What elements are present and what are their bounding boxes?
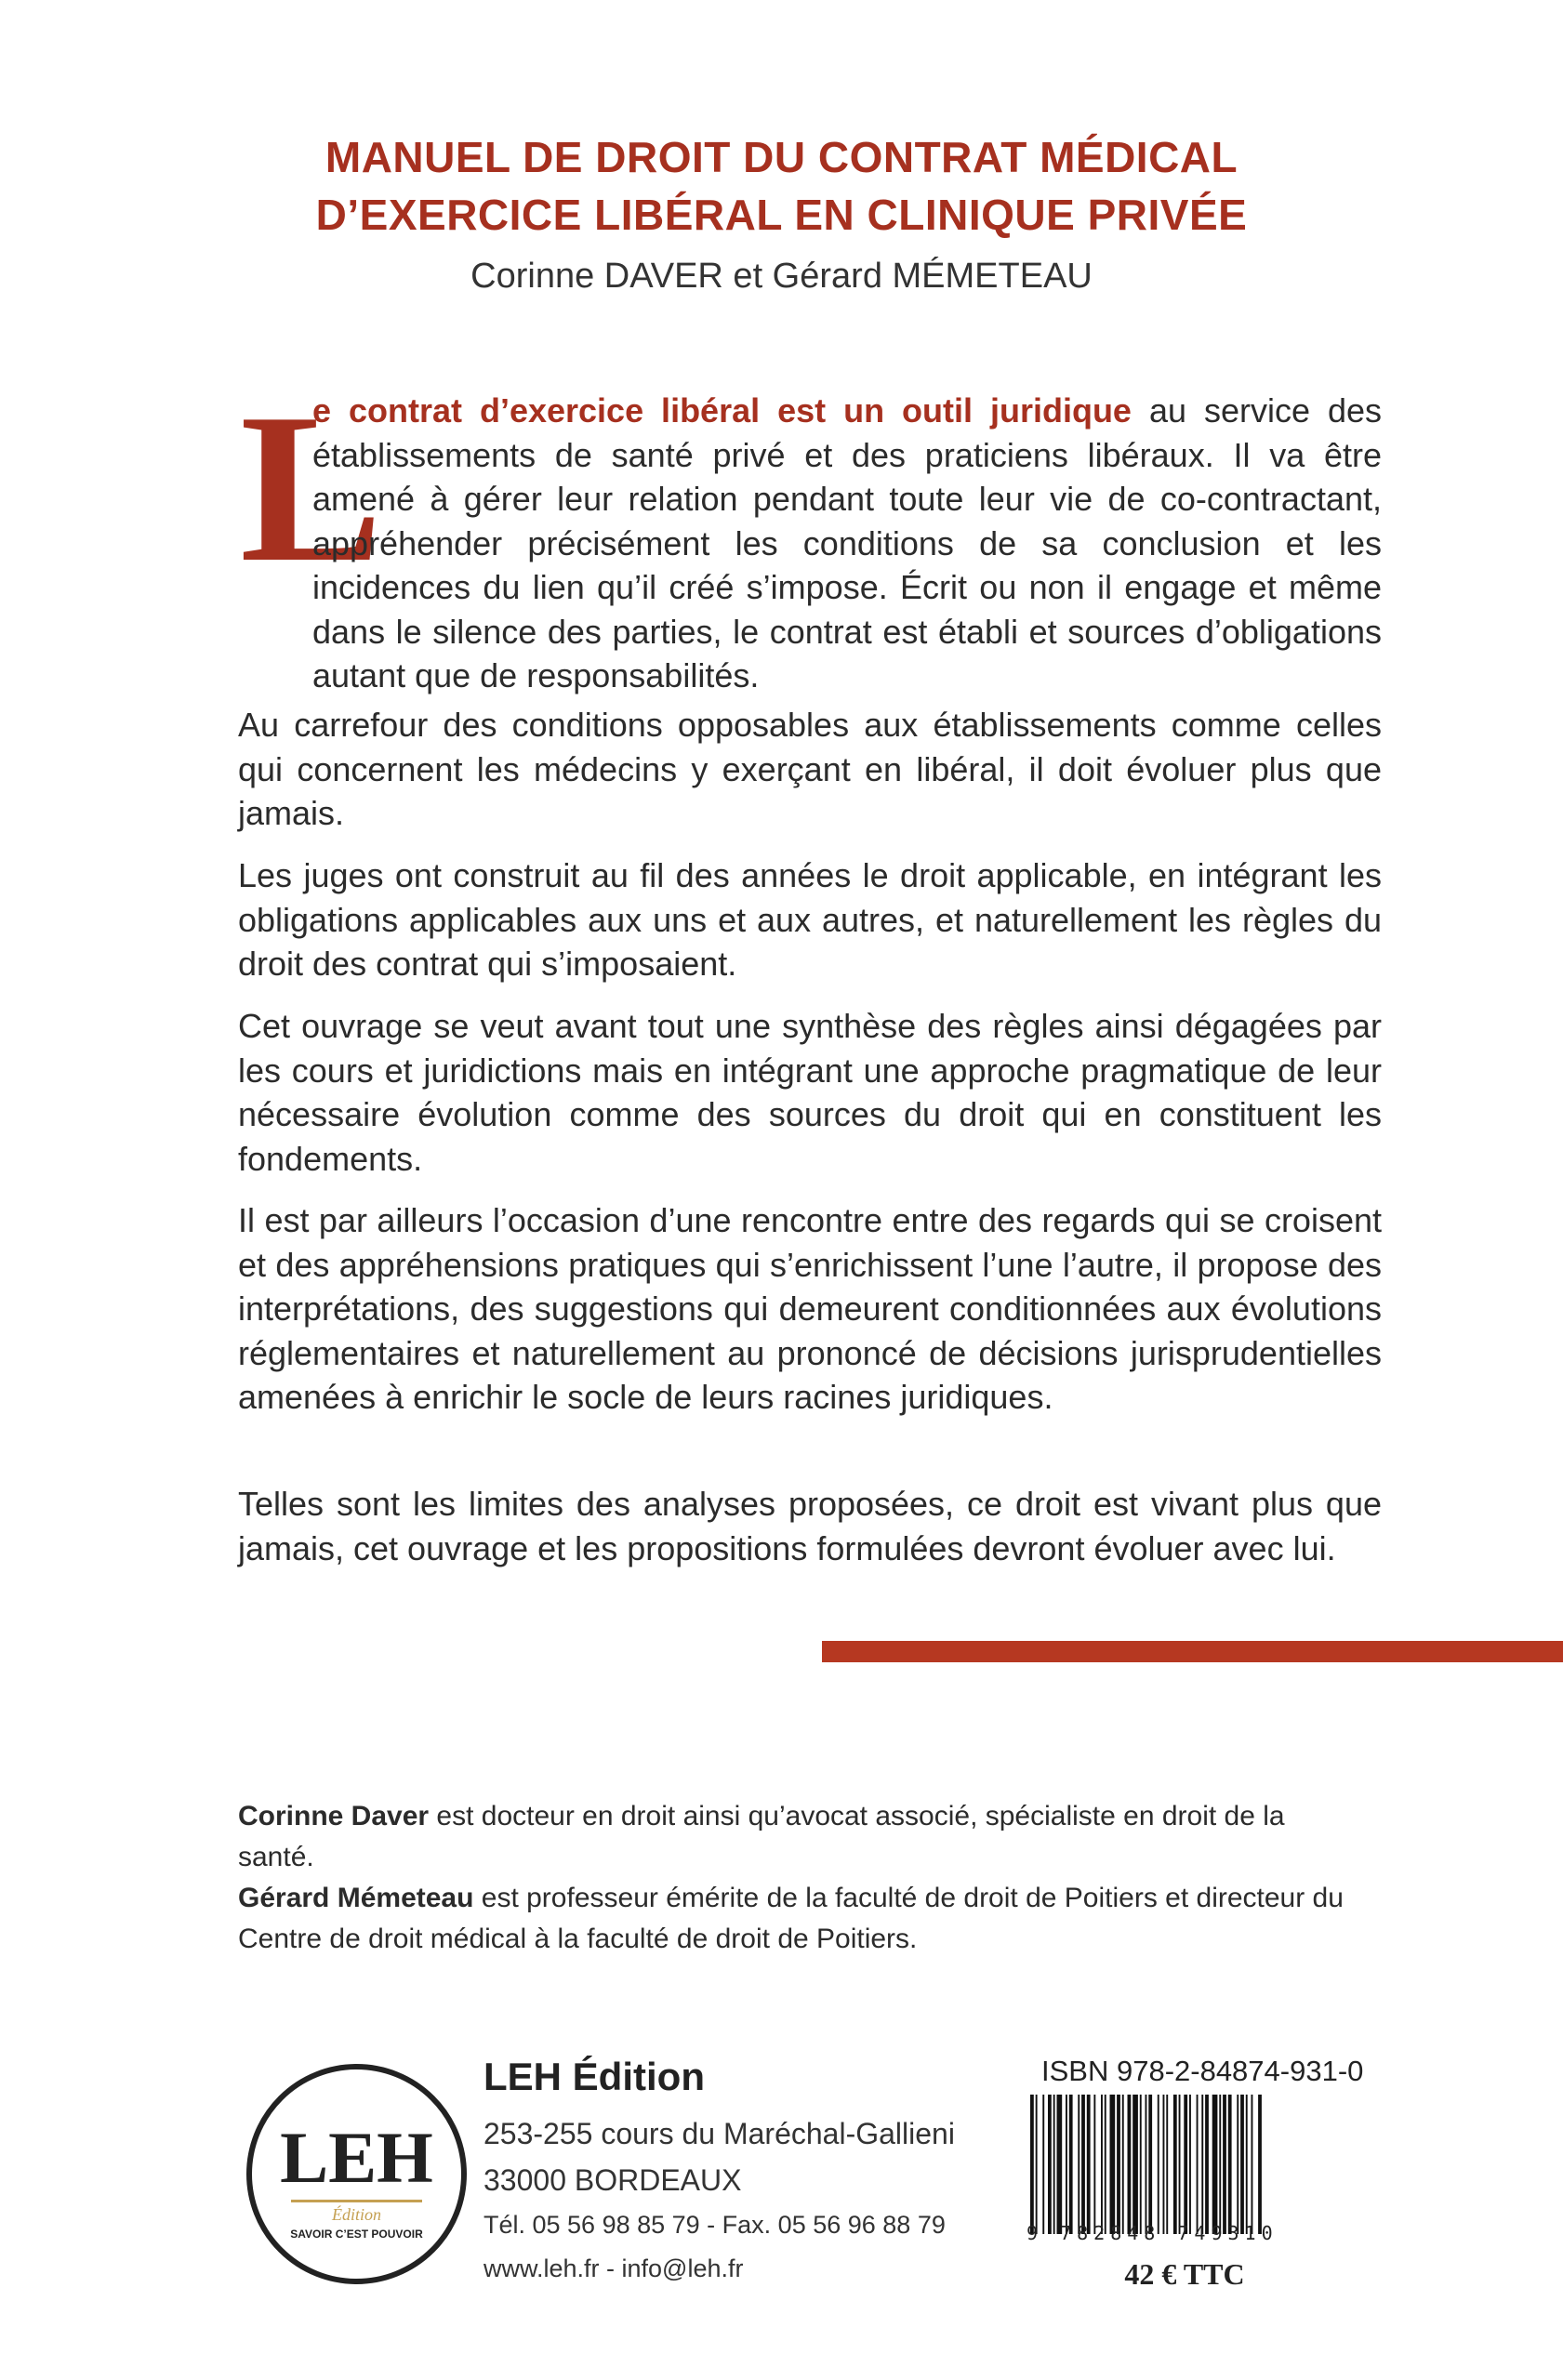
barcode-stripe [1048,2095,1052,2234]
publisher-address-city: 33000 BORDEAUX [483,2163,742,2197]
book-title-line-2: D’EXERCICE LIBÉRAL EN CLINIQUE PRIVÉE [315,191,1248,239]
barcode-stripe [1030,2095,1034,2234]
barcode-stripe [1201,2095,1203,2234]
barcode-stripe [1166,2095,1168,2234]
barcode-stripe [1163,2095,1165,2234]
summary-paragraph-3: Les juges ont construit au fil des années le droit applicable, en intégrant les obligations applicables aux uns et aux autres, et naturellement les règles du droit des contrat qui s’imposaient. [238,856,1382,983]
barcode-stripe [1173,2095,1177,2234]
author-bio-1-name: Corinne Daver [238,1801,430,1831]
publisher-logo-text: LEH [280,2117,433,2198]
barcode-stripe [1148,2095,1152,2234]
barcode-stripe [1212,2095,1218,2234]
barcode-digits: 9 782848 749310 [1027,2222,1278,2244]
barcode-stripe [1140,2095,1142,2234]
barcode-stripe [1133,2095,1138,2234]
barcode-stripe [1252,2095,1253,2234]
book-title-line-1: MANUEL DE DROIT DU CONTRAT MÉDICAL [325,133,1238,181]
barcode-stripe [1093,2095,1095,2234]
publisher-logo-tagline: SAVOIR C’EST POUVOIR [290,2228,423,2241]
barcode-image [1027,2095,1343,2234]
isbn-label: ISBN 978-2-84874-931-0 [1041,2055,1364,2087]
barcode-stripe [1158,2095,1159,2234]
barcode-stripe [1057,2095,1063,2234]
barcode-stripe [1081,2095,1085,2234]
barcode-stripe [1228,2095,1232,2234]
barcode-stripe [1246,2095,1248,2234]
barcode-stripe [1197,2095,1199,2234]
barcode-stripe [1240,2095,1244,2234]
author-bio-2 [238,1878,1354,1960]
summary-paragraph-2: Au carrefour des conditions opposables aux établissements comme celles qui concernent les médecins y exerçant en libéral, il doit évoluer plus que jamais. [238,706,1382,832]
author-bio-2-name: Gérard Mémeteau [238,1883,474,1913]
barcode-stripe [1258,2095,1262,2234]
decorative-red-bar [822,1641,1563,1662]
publisher-logo-rule [291,2200,422,2202]
barcode-stripe [1105,2095,1106,2234]
publisher-address-street: 253-255 cours du Maréchal-Gallieni [483,2117,955,2150]
summary-paragraph-6: Telles sont les limites des analyses proposées, ce droit est vivant plus que jamais, cet ouvrage et les propositions formulées devront évoluer avec lui. [238,1485,1382,1567]
publisher-logo-subtitle: Édition [332,2205,381,2224]
summary-paragraph-1-rest: au service des établissements de santé privé et des praticiens libéraux. Il va être amené à gérer leur relation pendant toute leur vie de co-contractant, appréhender précisément les conditions de sa conclusion et les incidences du lien qu’il créé s’impose. Écrit ou non il engage et même dans le silence des parties, le contrat est établi et sources d’obligations autant que de responsabilités. [312,391,1382,694]
summary-paragraph-5: Il est par ailleurs l’occasion d’une rencontre entre des regards qui se croisent et des appréhensions pratiques qui s’enrichissent l’une l’autre, il propose des interprétations, des suggestions qui demeurent conditionnées aux évolutions réglementaires et naturellement au prononcé de décisions jurisprudentielles amenées à enrichir le socle de leurs racines juridiques. [238,1201,1382,1416]
authors-line: Corinne DAVER et Gérard MÉMETEAU [470,257,1093,296]
barcode-stripe [1087,2095,1091,2234]
barcode-stripe [1066,2095,1067,2234]
barcode-stripe [1078,2095,1080,2234]
barcode-stripe [1069,2095,1073,2234]
summary-paragraph-4: Cet ouvrage se veut avant tout une synthèse des règles ainsi dégagées par les cours et juridictions mais en intégrant une approche pragmatique de leur nécessaire évolution comme des sources du droit qui en constituent les fondements. [238,1007,1382,1178]
summary-paragraph-1 [312,389,1382,698]
barcode-stripe [1036,2095,1038,2234]
barcode-stripe [1189,2095,1191,2234]
barcode-stripe [1053,2095,1055,2234]
publisher-phone: Tél. 05 56 98 85 79 - Fax. 05 56 96 88 79 [483,2211,946,2239]
author-bio-2-text: est professeur émérite de la faculté de droit de Poitiers et directeur du Centre de droit médical à la faculté de droit de Poitiers. [238,1883,1344,1954]
barcode-stripe [1219,2095,1221,2234]
barcode-stripe [1146,2095,1147,2234]
barcode-stripe [1223,2095,1226,2234]
barcode-stripe [1042,2095,1044,2234]
barcode-stripe [1117,2095,1120,2234]
barcode-stripe [1122,2095,1124,2234]
publisher-name: LEH Édition [483,2055,705,2098]
summary-lead: e contrat d’exercice libéral est un outil juridique [312,391,1132,430]
barcode-stripe [1128,2095,1132,2234]
publisher-web: www.leh.fr - info@leh.fr [483,2254,744,2282]
publisher-logo [246,2064,467,2284]
barcode-stripe [1237,2095,1238,2234]
barcode-stripe [1205,2095,1209,2234]
author-bio-1-text: est docteur en droit ainsi qu’avocat associé, spécialiste en droit de la santé. [238,1801,1285,1872]
price-label: 42 € TTC [1124,2257,1245,2291]
drop-cap: L [240,369,383,606]
barcode-stripe [1110,2095,1116,2234]
barcode-stripe [1184,2095,1187,2234]
barcode-stripe [1179,2095,1181,2234]
barcode-stripe [1101,2095,1103,2234]
author-bio-1 [238,1796,1354,1878]
